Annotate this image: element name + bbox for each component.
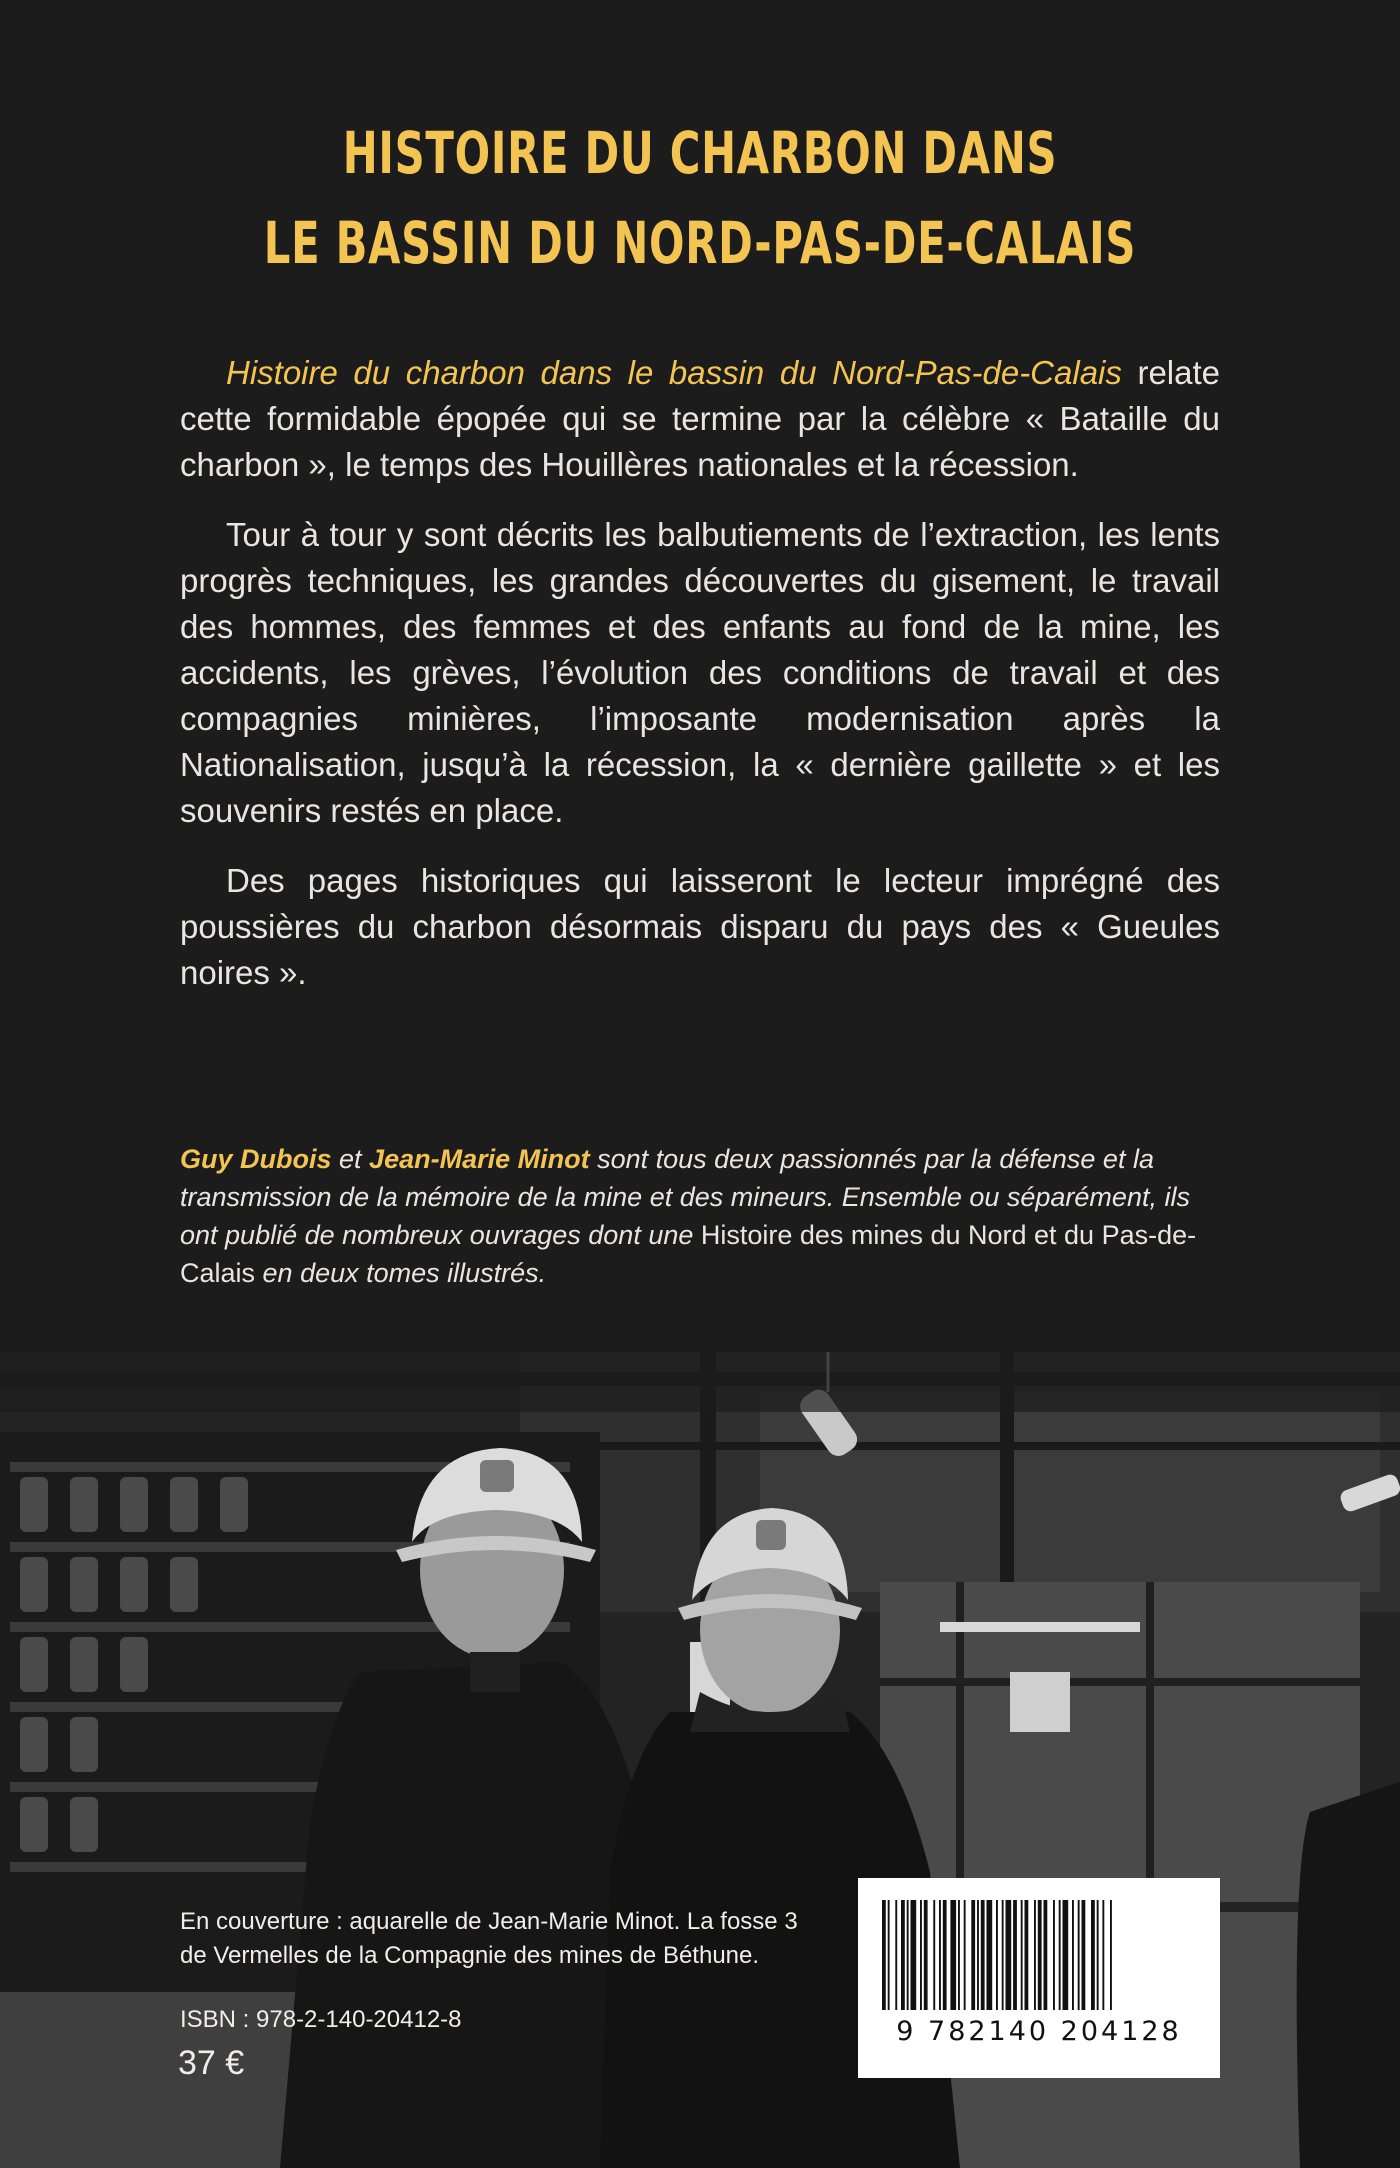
barcode-bar (1034, 1900, 1036, 2010)
barcode-bar (1038, 1900, 1042, 2010)
barcode-bar (924, 1900, 928, 2010)
author-bio-text-1: sont tous deux passionnés par la défense et la transmission de la mémoire de la mine et des mineurs. Ensemble ou séparément, ils ont publié de nombreux ouvrages dont une (180, 1144, 1190, 1250)
barcode-bar (1013, 1900, 1017, 2010)
barcode-bar (882, 1900, 886, 2010)
barcode-bar (981, 1900, 985, 2010)
isbn: ISBN : 978-2-140-20412-8 (180, 2006, 462, 2033)
blurb-paragraph-2: Tour à tour y sont décrits les balbutiements de l’extraction, les lents progrès techniques, les grandes découvertes du gisement, le travail des hommes, des femmes et des enfants au fond de la mine, les accidents, les grèves, l’évolution des conditions de travail et des compagnies minières, l’imposante modernisation après la Nationalisation, jusqu’à la récession, la « dernière gaillette » et les souvenirs restés en place. (180, 516, 1220, 829)
barcode-bar (920, 1900, 922, 2010)
barcode-bar (1025, 1900, 1029, 2010)
author-name-1: Guy Dubois (180, 1144, 332, 1174)
barcode-bar (901, 1900, 905, 2010)
barcode-bar (964, 1900, 966, 2010)
blurb-paragraph-3: Des pages historiques qui laisseront le lecteur imprégné des poussières du charbon désormais disparu du pays des « Gueules noires ». (180, 862, 1220, 991)
blurb (180, 350, 1220, 1020)
barcode-bar (977, 1900, 979, 2010)
barcode-bar (1044, 1900, 1048, 2010)
barcode-bar (1072, 1900, 1074, 2010)
barcode-bar (958, 1900, 960, 2010)
barcode-bar (1110, 1900, 1112, 2010)
blurb-paragraph-1-text: relate cette formidable épopée qui se termine par la célèbre « Bataille du charbon », le temps des Houillères nationales et la récession. (180, 354, 1221, 483)
cover-credit: En couverture : aquarelle de Jean-Marie Minot. La fosse 3 de Vermelles de la Compagnie des mines de Béthune. (180, 1908, 798, 1969)
blurb-book-title: Histoire du charbon dans le bassin du Nord-Pas-de-Calais (226, 354, 1122, 391)
author-bio-text-2: en deux tomes illustrés. (255, 1258, 547, 1288)
barcode (858, 1878, 1220, 2078)
barcode-bar (939, 1900, 941, 2010)
barcode-bar (1059, 1900, 1061, 2010)
title-line-1: HISTOIRE DU CHARBON DANS (342, 119, 1058, 187)
barcode-bar (1002, 1900, 1004, 2010)
barcode-bar (1053, 1900, 1055, 2010)
barcode-bar (1082, 1900, 1086, 2010)
title-line-2: LE BASSIN DU NORD-PAS-DE-CALAIS (263, 209, 1137, 277)
barcode-bar (996, 1900, 998, 2010)
author-and: et (331, 1144, 370, 1174)
barcode-bars (858, 1878, 1220, 2018)
barcode-bar (1006, 1900, 1012, 2010)
barcode-digits: 9 782140 204128 (896, 2016, 1182, 2047)
blurb-paragraph-1 (180, 350, 1220, 488)
barcode-bar (987, 1900, 993, 2010)
barcode-bar (1078, 1900, 1080, 2010)
barcode-bar (907, 1900, 909, 2010)
barcode-bar (1021, 1900, 1023, 2010)
barcode-bar (888, 1900, 890, 2010)
barcode-bar (1091, 1900, 1095, 2010)
barcode-bar (943, 1900, 947, 2010)
barcode-bar (950, 1900, 956, 2010)
author-name-2: Jean-Marie Minot (369, 1144, 590, 1174)
price: 37 € (178, 2044, 245, 2082)
barcode-bar (1097, 1900, 1099, 2010)
barcode-bar (1063, 1900, 1069, 2010)
cover-title (196, 108, 1204, 288)
barcode-bar (911, 1900, 917, 2010)
barcode-bar (933, 1900, 935, 2010)
author-work-title: Histoire des mines du Nord et du Pas-de-Calais (180, 1220, 1197, 1288)
barcode-bar (1102, 1900, 1104, 2010)
barcode-bar (895, 1900, 897, 2010)
author-bio (180, 1140, 1220, 1292)
barcode-bar (971, 1900, 975, 2010)
